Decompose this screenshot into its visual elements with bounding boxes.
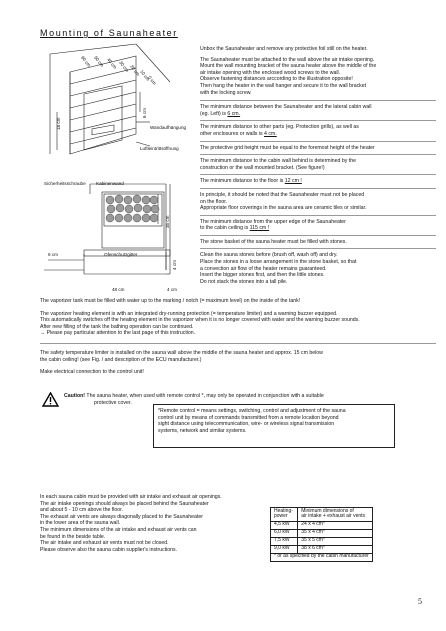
text-line: air intake opening with the enclosed wood screws to the wall. [200,69,341,76]
wall-mount-diagram [40,42,198,160]
text-line: control unit by means of commands transmitted from a remote location beyond [158,414,339,421]
text-line: Clean the sauna stones before (brush off, wash off) and dry. [200,252,338,259]
dim-label-6cm: 6 cm [142,108,147,118]
text-line: The exhaust air vents are always diagonally placed to the Saunaheater [40,513,203,520]
text-line: protective cover. [94,399,132,406]
dim-label: 40 cm [106,57,118,70]
instructions-column [200,46,436,285]
dim-label-6cm: 6 cm [48,252,58,257]
text-line: the cabin ceiling! (see Fig. / and description of the ECU manufacturer.) [40,356,202,363]
table-cell: 24 x 4 cm* [298,521,373,529]
paragraph [40,350,436,363]
text-line: The protective grid height must be equal to the foremost height of the heater [200,144,375,151]
dim-label: 20 cm [129,64,141,77]
page-title: Mounting of Saunaheater [40,28,178,38]
air-inlet-label: Luftleintrittsöffnung [140,146,179,151]
general-instructions [40,298,436,376]
table-footnote: * or as specified by the cabin manufacturer [271,553,373,561]
text-line: Insert the bigger stones first, and then the little stones. [200,272,325,279]
text-line: Then hang the heater in the wall hanger and secure it to the wall bracket [200,82,367,89]
table-cell: 7,5 kW [271,537,298,545]
dim-label: 0 cm [147,75,158,86]
text-line: The minimum distance to the floor is 12 cm ! [200,178,302,185]
text-line: and about 5 - 10 cm above the floor. [40,507,124,514]
text-line: The minimum distance from the upper edge of the Saunaheater [200,218,346,225]
text-line: a convection air flow of the heater remains guaranteed. [200,265,327,272]
dim-label-48cm: 48 cm [112,287,125,292]
text-line: After new filling of the tank the bathing operation can be continued. [40,323,194,330]
divider [200,141,436,142]
text-line: The minimum distance between the Saunaheater and the lateral cabin wall [200,104,372,111]
table-cell: 6,0 kW [271,529,298,537]
dim-label-4cm-horizontal: 4 cm [167,287,177,292]
text-line: Caution! The sauna heater, when used with remote control *, may only be operated in conjunction with a suitable [64,393,324,399]
warning-triangle-icon [42,392,59,407]
paragraph [200,239,436,246]
text-line: The minimum distance to the cabin wall behind is determined by the [200,158,356,165]
text-line: Please observe also the sauna cabin supplier's instructions. [40,546,178,553]
text-line: *Remote control = means settings, switching, control and adjustment of the sauna [158,408,346,414]
text-line: sight distance using telecommunication, wire- or wireless signal transmission [158,421,335,428]
table-cell: 9,0 kW [271,545,298,553]
wall-mount-label: Wandaufhängung [150,125,187,130]
divider [40,343,436,344]
underlined-value: 4 cm. [264,130,277,137]
dim-label-4cm-vertical: 4 cm [172,260,177,270]
ventilation-instructions [40,494,260,553]
text-line: The vaporizer heating element is with an integrated dry-running protection (= temperature limiter) and a warning buzzer equipped. [40,310,338,317]
paragraph [200,124,436,137]
text-line: Place the stones in a loose arrangement in the stone basket, so that [200,259,357,266]
divider [200,174,436,175]
dim-label-35cm: 35 cm [165,215,170,228]
divider [200,100,436,101]
underlined-value: 6 cm. [227,110,241,117]
divider [200,154,436,155]
divider [200,215,436,216]
text-line: be found in the beside table. [40,533,106,540]
divider [200,120,436,121]
page-number: 5 [418,597,422,606]
text-line: Mount the wall mounting bracket of the sauna heater above the middle of the [200,63,377,70]
oven-guard-label: Ofenschutzgitter [104,252,138,257]
text-line: In principle, it should be noted that the Saunaheater must not be placed [200,191,365,198]
text-line: (eg. Left) is 6 cm. [200,110,241,117]
text-line: to the cabin ceiling is 115 cm ! [200,225,270,232]
paragraph [200,46,436,53]
paragraph [200,178,436,185]
dim-label: 50 cm [93,55,105,68]
text-line: The safety temperature limiter is installed on the sauna wall above the middle of the sauna heater and approx. 15 cm below [40,349,323,356]
table-cell: 38 x 6 cm* [298,545,373,553]
table-row [271,537,373,545]
divider [200,248,436,249]
divider [200,188,436,189]
text-line: → Please pay particular attention to the last page of this instruction. [40,330,196,337]
table-header: Minimum dimensions of air intake + exhaust air vents [298,508,373,522]
text-line: systems, network and similar systems. [158,427,247,434]
caution-label: Caution! [64,393,86,399]
safety-screw-label: Sicherheitsschraube [44,181,86,186]
text-line: Unbox the Saunaheater and remove any protective foil still on the heater. [200,46,368,52]
underlined-value: 12 cm ! [284,178,302,185]
underlined-value: 115 cm ! [249,225,270,232]
text-line: The minimum dimensions of the air intake and exhaust air vents can [40,526,197,533]
dim-label: 60 cm [80,55,92,68]
text-line: In each sauna cabin must be provided with air intake and exhaust air openings. [40,494,222,500]
paragraph [200,145,436,152]
paragraph [200,104,436,117]
paragraph [40,311,436,337]
paragraph [200,57,436,97]
text-line: Appropriate floor coverings in the sauna area are ceramic tiles or similar. [200,205,367,212]
paragraph [200,252,436,285]
table-header: Heating- power [271,508,298,522]
table-row [271,529,373,537]
text-line: The air intake openings should always be placed behind the Saunaheater [40,500,209,507]
paragraph [200,158,436,171]
text-line: other enclosures or walls is 4 cm. [200,130,277,137]
text-line: This automatically switches off the heating element in the vaporizer when it is no longer covered with water and the warning buzzer sounds. [40,317,360,324]
text-line: Do not stack the stones into a tall pile. [200,278,288,285]
text-line: The vaporizer tank must be filled with water up to the marking / notch (= maximum level) on the inside of the tank! [40,298,301,304]
dim-label-18cm: 18 cm [56,117,61,130]
table-row [271,521,373,529]
text-line: with the locking screw. [200,89,252,96]
table-header-row [271,508,373,522]
dim-label: 10 cm [139,69,151,82]
text-line: Observe fastening distances arccording to the illustration opposite! [200,76,353,83]
divider [200,235,436,236]
paragraph [200,219,436,232]
paragraph [40,298,436,305]
text-line: in the lower area of the sauna wall. [40,520,121,527]
paragraph [40,369,436,376]
text-line: The air intake and exhaust air vents must not be closed. [40,540,169,547]
dim-label: 30 cm [118,60,130,73]
text-line: Make electrical connection to the control unit! [40,369,144,376]
cabin-wall-label: Kabinenwand [96,181,124,186]
paragraph [200,192,436,212]
remote-control-note [153,404,395,448]
table-cell: 4,5 kW [271,521,298,529]
text-line: The Saunaheater must be attached to the wall above the air intake opening. [200,56,375,63]
table-cell: 35 x 5 cm* [298,537,373,545]
text-line: The minimum distance to other parts (eg. Protection grills), as well as [200,124,359,131]
table-row [271,545,373,553]
table-cell: 35 x 4 cm* [298,529,373,537]
table-footnote-row [271,553,373,561]
text-line: on the floor. [200,198,228,205]
text-line: construction or the wall mounted bracket. (See figure!) [200,164,325,171]
text-line: The stone basket of the sauna heater must be filled with stones. [200,238,347,245]
vents-table [270,507,373,562]
